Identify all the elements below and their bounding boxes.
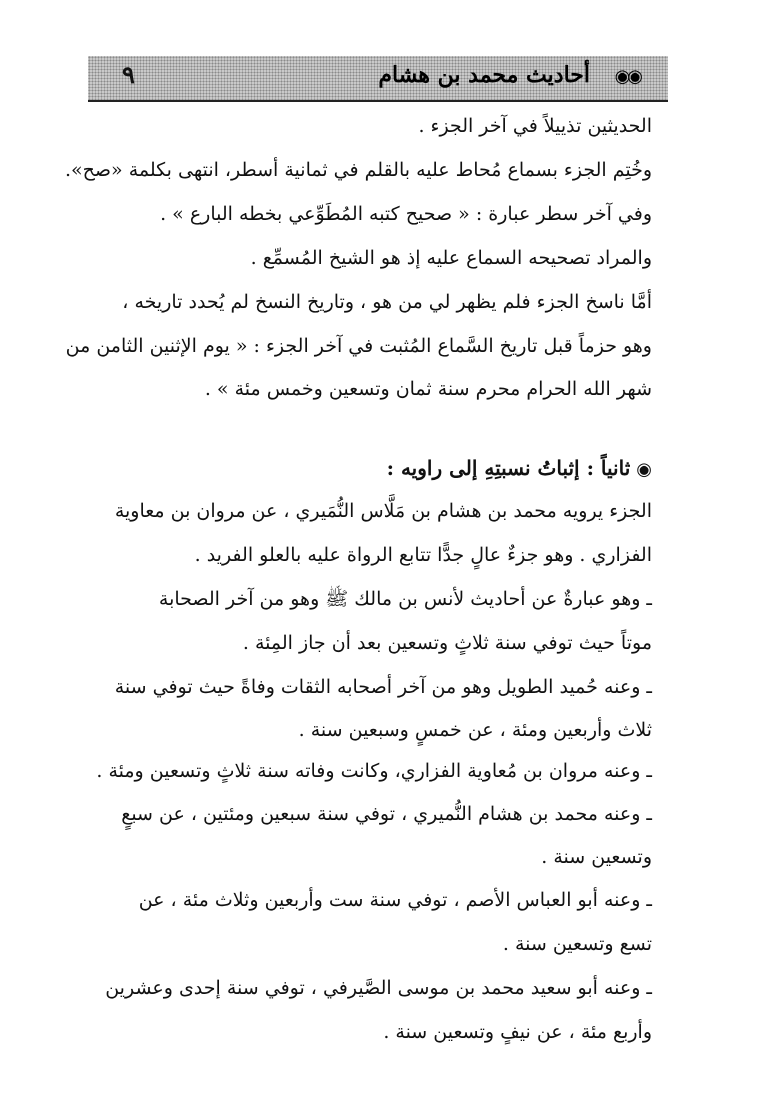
bullet-icon: ◉ [636, 459, 652, 480]
text-line: وفي آخر سطر عبارة : « صحيح كتبه المُطَوِّعي بخطه البارع » . [160, 203, 652, 225]
text-line: ـ وعنه أبو العباس الأصم ، توفي سنة ست وأربعين وثلاث مئة ، عن [138, 889, 652, 911]
page-number: ٩ [122, 60, 135, 89]
text-line: تسع وتسعين سنة . [502, 933, 652, 955]
text-line: ثلاث وأربعين ومئة ، عن خمسٍ وسبعين سنة . [298, 719, 652, 741]
text-line: الجزء يرويه محمد بن هشام بن مَلَّاس النُّمَيري ، عن مروان بن معاوية [114, 500, 652, 522]
text-line: ـ وعنه حُميد الطويل وهو من آخر أصحابه الثقات وفاةً حيث توفي سنة [114, 676, 652, 698]
ornament-icon: ◉◉ [614, 66, 640, 87]
section-heading [387, 456, 652, 482]
section-heading-text: ثانياً : إثباتُ نسبتِهِ إلى راويه : [386, 456, 631, 480]
text-line: وتسعين سنة . [541, 846, 652, 868]
text-line: موتاً حيث توفي سنة ثلاثٍ وتسعين بعد أن جاز المِئة . [242, 632, 652, 654]
text-line: شهر الله الحرام محرم سنة ثمان وتسعين وخمس مئة » . [204, 378, 652, 400]
page-header [88, 56, 668, 102]
text-line: ـ وعنه أبو سعيد محمد بن موسى الصَّيرفي ، توفي سنة إحدى وعشرين [105, 977, 652, 999]
text-line: الفزاري . وهو جزءٌ عالٍ جدًّا تتابع الرواة عليه بالعلو الفريد . [194, 544, 652, 566]
text-line: أمَّا ناسخ الجزء فلم يظهر لي من هو ، وتاريخ النسخ لم يُحدد تاريخه ، [122, 291, 652, 313]
text-line: وهو حزماً قبل تاريخ السَّماع المُثبت في آخر الجزء : « يوم الإثنين الثامن من [65, 335, 652, 357]
text-line: ـ وهو عبارةٌ عن أحاديث لأنس بن مالك ﷺ وهو من آخر الصحابة [158, 588, 652, 610]
text-line: ـ وعنه مروان بن مُعاوية الفزاري، وكانت وفاته سنة ثلاثٍ وتسعين ومئة . [96, 760, 652, 782]
book-title: أحاديث محمد بن هشام [378, 62, 590, 88]
text-line: وخُتِم الجزء بسماع مُحاط عليه بالقلم في ثمانية أسطر، انتهى بكلمة «صح». [64, 159, 652, 181]
text-line: الحديثين تذييلاً في آخر الجزء . [418, 115, 652, 137]
text-line: ـ وعنه محمد بن هشام النُّميري ، توفي سنة سبعين ومئتين ، عن سبعٍ [121, 803, 652, 825]
text-line: والمراد تصحيحه السماع عليه إذ هو الشيخ المُسمِّع . [250, 247, 652, 269]
text-line: وأربع مئة ، عن نيفٍ وتسعين سنة . [383, 1021, 652, 1043]
